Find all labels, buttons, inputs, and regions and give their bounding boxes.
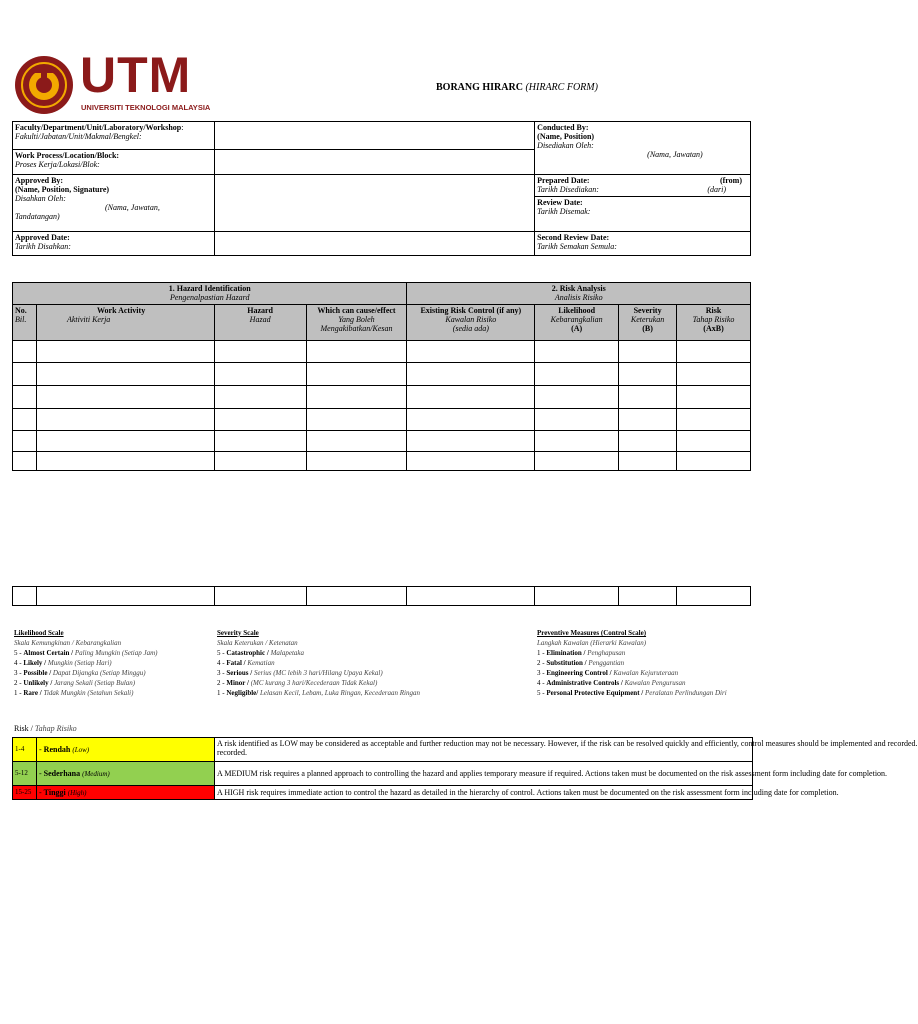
hirarc-extra-row — [12, 586, 751, 606]
table-cell[interactable] — [306, 452, 407, 471]
table-cell[interactable] — [214, 409, 306, 431]
severity-item: 4 - Fatal / Kematian — [217, 659, 275, 667]
table-cell[interactable] — [535, 341, 619, 363]
form-title — [436, 82, 598, 93]
work-process-field[interactable] — [214, 150, 534, 175]
table-cell[interactable] — [214, 587, 306, 606]
table-cell[interactable] — [535, 431, 619, 452]
risk-level-description: A MEDIUM risk requires a planned approach to controlling the hazard and applies temporary measure if required. Actions taken must be documented on the risk assessment form including date for completion. — [215, 762, 753, 786]
table-cell[interactable] — [407, 341, 535, 363]
table-cell[interactable] — [13, 587, 37, 606]
table-cell[interactable] — [306, 386, 407, 409]
table-cell[interactable] — [13, 452, 37, 471]
utm-wordmark: UTM — [80, 47, 192, 103]
table-row — [13, 386, 751, 409]
table-cell[interactable] — [407, 409, 535, 431]
preventive-item: 1 - Elimination / Penghapusan — [537, 649, 626, 657]
table-cell[interactable] — [306, 363, 407, 386]
table-cell[interactable] — [619, 452, 677, 471]
approved-by-label-cell: Approved By: (Name, Position, Signature) Disahkan Oleh: (Nama, Jawatan, Tandatangan) — [13, 175, 215, 232]
severity-item: 5 - Catastrophic / Malapetaka — [217, 649, 304, 657]
col-activity-header: Work Activity Aktiviti Kerja — [36, 305, 214, 341]
table-cell[interactable] — [535, 386, 619, 409]
severity-item: 1 - Negligible/ Lelasan Kecil, Lebam, Luka Ringan, Kecederaan Ringan — [217, 689, 420, 697]
table-cell[interactable] — [214, 363, 306, 386]
table-cell[interactable] — [36, 409, 214, 431]
col-likelihood-header: Likelihood Kebarangkalian (A) — [535, 305, 619, 341]
preventive-item: 5 - Personal Protective Equipment / Peralatan Perlindungan Diri — [537, 689, 727, 697]
risk-level-row — [13, 786, 753, 800]
col-control-header: Existing Risk Control (if any) Kawalan Risiko (sedia ada) — [407, 305, 535, 341]
table-cell[interactable] — [214, 431, 306, 452]
faculty-label-cell: Faculty/Department/Unit/Laboratory/Workshop: Fakulti/Jabatan/Unit/Makmal/Bengkel: — [13, 122, 215, 150]
risk-level-description: A risk identified as LOW may be considered as acceptable and further reduction may not be necessary. However, if the risk can be resolved quickly and efficiently, control measures should be implemented and recorded. recorded. — [215, 738, 753, 762]
table-cell[interactable] — [407, 452, 535, 471]
table-cell[interactable] — [407, 386, 535, 409]
approved-date-field[interactable] — [214, 232, 534, 256]
table-cell[interactable] — [36, 452, 214, 471]
prepared-date-cell[interactable]: Prepared Date: (from) Tarikh Disediakan: (dari) — [535, 175, 751, 197]
section-risk-analysis: 2. Risk Analysis Analisis Risiko — [407, 283, 751, 305]
form-title-sub: (HIRARC FORM) — [525, 82, 598, 93]
table-cell[interactable] — [677, 409, 751, 431]
utm-university-name: UNIVERSITI TEKNOLOGI MALAYSIA — [81, 103, 211, 112]
table-cell[interactable] — [36, 363, 214, 386]
table-cell[interactable] — [535, 409, 619, 431]
faculty-field[interactable] — [214, 122, 534, 150]
table-cell[interactable] — [535, 587, 619, 606]
table-cell[interactable] — [535, 363, 619, 386]
table-cell[interactable] — [619, 363, 677, 386]
risk-legend-table — [12, 737, 918, 800]
severity-item: 3 - Serious / Serius (MC lebih 3 hari/Hilang Upaya Kekal) — [217, 669, 383, 677]
table-row — [13, 431, 751, 452]
risk-level-row — [13, 738, 753, 762]
approved-by-field[interactable] — [214, 175, 534, 232]
likelihood-item: 4 - Likely / Mungkin (Setiap Hari) — [14, 659, 112, 667]
approved-date-label-cell: Approved Date: Tarikh Disahkan: — [13, 232, 215, 256]
utm-logo — [14, 47, 211, 116]
table-cell[interactable] — [677, 431, 751, 452]
table-cell[interactable] — [13, 431, 37, 452]
risk-range: 1-4 — [13, 738, 37, 762]
info-table — [12, 121, 751, 256]
risk-level-name: - Tinggi (High) — [37, 786, 215, 800]
table-cell[interactable] — [677, 386, 751, 409]
table-cell[interactable] — [619, 431, 677, 452]
second-review-date-cell[interactable]: Second Review Date: Tarikh Semakan Semula: — [535, 232, 751, 256]
utm-seal-icon — [14, 55, 74, 115]
table-cell[interactable] — [306, 587, 407, 606]
table-cell[interactable] — [306, 341, 407, 363]
table-cell[interactable] — [619, 587, 677, 606]
likelihood-item: 2 - Unlikely / Jarang Sekali (Setiap Bulan) — [14, 679, 136, 687]
col-severity-header: Severity Keterukan (B) — [619, 305, 677, 341]
table-cell[interactable] — [677, 341, 751, 363]
preventive-scale: Preventive Measures (Control Scale) Langkah Kawalan (Hierarki Kawalan) 1 - Elimination / Penghapusan 2 - Substitution / Penggantian 3 - Engineering Control / Kawalan Kejuruteraan 4 - Administrative Controls / Kawalan Pengurusan 5 - Personal Protective Equipment / Peralatan Perlindungan Diri — [537, 628, 762, 698]
likelihood-scale: Likelihood Scale Skala Kemungkinan / Kebarangkalian 5 - Almost Certain / Paling Mungkin (Setiap Jam) 4 - Likely / Mungkin (Setiap Hari) 3 - Possible / Dapat Dijangka (Setiap Minggu) 2 - Unlikely / Jarang Sekali (Setiap Bulan) 1 - Rare / Tidak Mungkin (Setahun Sekali) — [14, 628, 214, 698]
table-cell[interactable] — [13, 409, 37, 431]
table-cell[interactable] — [619, 386, 677, 409]
col-effect-header: Which can cause/effect Yang Boleh Mengakibatkan/Kesan — [306, 305, 407, 341]
likelihood-item: 1 - Rare / Tidak Mungkin (Setahun Sekali) — [14, 689, 134, 697]
table-cell[interactable] — [535, 452, 619, 471]
preventive-item: 3 - Engineering Control / Kawalan Kejuruteraan — [537, 669, 679, 677]
table-cell[interactable] — [36, 386, 214, 409]
table-cell[interactable] — [306, 409, 407, 431]
table-cell[interactable] — [13, 363, 37, 386]
table-row — [13, 363, 751, 386]
table-cell[interactable] — [214, 386, 306, 409]
hirarc-table — [12, 282, 751, 471]
table-cell[interactable] — [677, 452, 751, 471]
table-cell[interactable] — [407, 431, 535, 452]
table-cell[interactable] — [619, 409, 677, 431]
risk-level-name: - Rendah (Low) — [37, 738, 215, 762]
table-cell[interactable] — [677, 587, 751, 606]
risk-level-description: A HIGH risk requires immediate action to control the hazard as detailed in the hierarchy of control. Actions taken must be documented on the risk assessment form including date for completion. — [215, 786, 753, 800]
section-hazard-identification: 1. Hazard Identification Pengenalpastian Hazard — [13, 283, 407, 305]
severity-item: 2 - Minor / (MC kurang 3 hari/Kecederaan Tidak Kekal) — [217, 679, 378, 687]
table-cell[interactable] — [13, 386, 37, 409]
likelihood-item: 5 - Almost Certain / Paling Mungkin (Setiap Jam) — [14, 649, 158, 657]
risk-legend-title: Risk / Tahap Risiko — [14, 724, 77, 733]
likelihood-item: 3 - Possible / Dapat Dijangka (Setiap Minggu) — [14, 669, 146, 677]
conducted-by-cell[interactable]: Conducted By: (Name, Position) Disediakan Oleh: (Nama, Jawatan) — [535, 122, 751, 175]
table-row — [13, 452, 751, 471]
risk-range: 15-25 — [13, 786, 37, 800]
review-date-cell[interactable]: Review Date: Tarikh Disemak: — [535, 197, 751, 232]
col-risk-header: Risk Tahap Risiko (AxB) — [677, 305, 751, 341]
risk-range: 5-12 — [13, 762, 37, 786]
table-cell[interactable] — [677, 363, 751, 386]
table-cell[interactable] — [214, 452, 306, 471]
table-cell[interactable] — [407, 363, 535, 386]
table-cell[interactable] — [36, 341, 214, 363]
risk-level-row — [13, 762, 753, 786]
col-hazard-header: Hazard Hazad — [214, 305, 306, 341]
table-cell[interactable] — [619, 341, 677, 363]
severity-scale: Severity Scale Skala Keterukan / Ketenatan 5 - Catastrophic / Malapetaka 4 - Fatal / Kematian 3 - Serious / Serius (MC lebih 3 hari/Hilang Upaya Kekal) 2 - Minor / (MC kurang 3 hari/Kecederaan Tidak Kekal) 1 - Negligible/ Lelasan Kecil, Lebam, Luka Ringan, Kecederaan Ringan — [217, 628, 527, 698]
preventive-item: 2 - Substitution / Penggantian — [537, 659, 625, 667]
table-cell[interactable] — [36, 431, 214, 452]
table-row — [13, 409, 751, 431]
work-process-label-cell: Work Process/Location/Block: Proses Kerja/Lokasi/Blok: — [13, 150, 215, 175]
table-cell[interactable] — [36, 587, 214, 606]
preventive-item: 4 - Administrative Controls / Kawalan Pengurusan — [537, 679, 686, 687]
table-row — [13, 341, 751, 363]
table-cell[interactable] — [214, 341, 306, 363]
form-title-main: BORANG HIRARC — [436, 82, 523, 93]
table-cell[interactable] — [407, 587, 535, 606]
table-cell[interactable] — [13, 341, 37, 363]
col-no-header: No. Bil. — [13, 305, 37, 341]
table-cell[interactable] — [306, 431, 407, 452]
risk-level-name: - Sederhana (Medium) — [37, 762, 215, 786]
